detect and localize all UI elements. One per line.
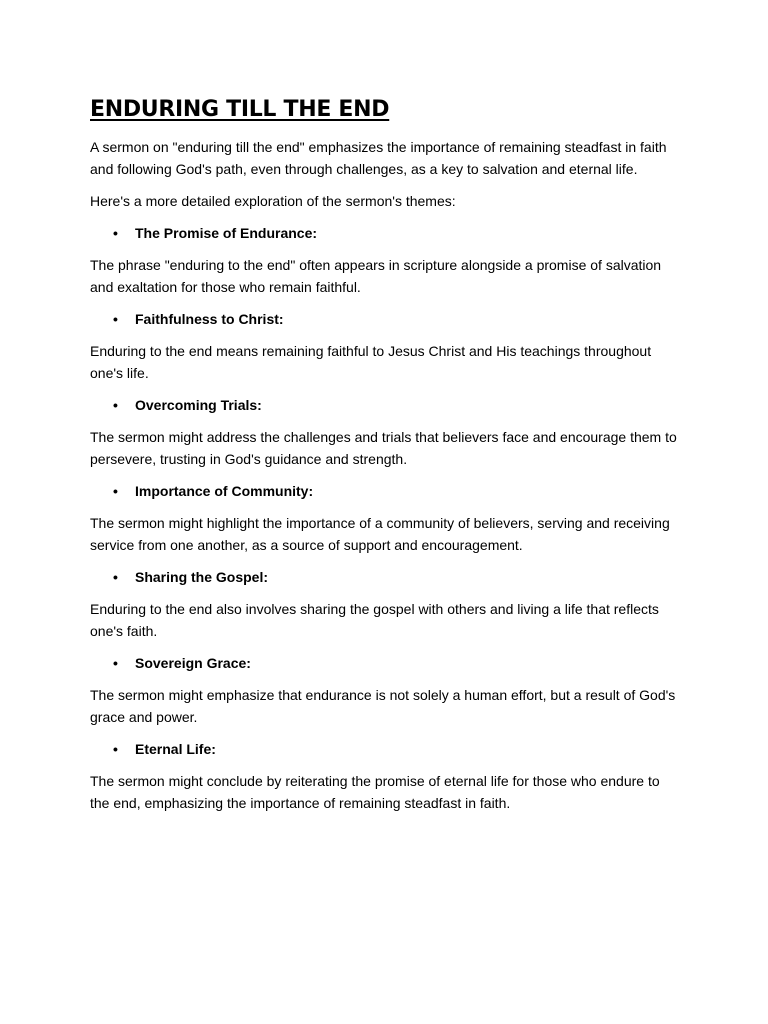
- section-heading: [90, 566, 680, 588]
- section-heading-label: Overcoming Trials:: [135, 397, 262, 413]
- section-body: Enduring to the end means remaining faithful to Jesus Christ and His teachings throughout one's life.: [90, 343, 652, 381]
- section-body: The sermon might address the challenges and trials that believers face and encourage them to persevere, trusting in God's guidance and strength.: [90, 429, 677, 467]
- section-heading-label: Sharing the Gospel:: [135, 569, 269, 585]
- section-heading-label: The Promise of Endurance:: [135, 225, 318, 241]
- lead-paragraph: Here's a more detailed exploration of the sermon's themes:: [90, 193, 456, 209]
- section-body: Enduring to the end also involves sharing the gospel with others and living a life that reflects one's faith.: [90, 601, 659, 639]
- intro-paragraph: A sermon on "enduring till the end" emphasizes the importance of remaining steadfast in faith and following God's path, even through challenges, as a key to salvation and eternal life.: [90, 139, 667, 177]
- bullet-icon: •: [113, 655, 118, 671]
- section-heading: [90, 394, 680, 416]
- section-body: The sermon might conclude by reiterating the promise of eternal life for those who endure to the end, emphasizing the importance of remaining steadfast in faith.: [90, 773, 660, 811]
- bullet-icon: •: [113, 225, 118, 241]
- section-heading: [90, 308, 680, 330]
- section-heading: [90, 652, 680, 674]
- section-heading: [90, 222, 680, 244]
- section-body: The phrase "enduring to the end" often appears in scripture alongside a promise of salvation and exaltation for those who remain faithful.: [90, 257, 662, 295]
- bullet-icon: •: [113, 311, 118, 327]
- bullet-icon: •: [113, 397, 118, 413]
- section-body: The sermon might emphasize that endurance is not solely a human effort, but a result of God's grace and power.: [90, 687, 676, 725]
- section-body: The sermon might highlight the importance of a community of believers, serving and receiving service from one another, as a source of support and encouragement.: [90, 515, 670, 553]
- section-heading-label: Faithfulness to Christ:: [135, 311, 284, 327]
- document-title: ENDURING TILL THE END: [90, 97, 390, 122]
- section-heading-label: Importance of Community:: [135, 483, 314, 499]
- section-heading: [90, 738, 680, 760]
- document-page: [90, 96, 680, 814]
- bullet-icon: •: [113, 569, 118, 585]
- bullet-icon: •: [113, 741, 118, 757]
- bullet-icon: •: [113, 483, 118, 499]
- section-heading: [90, 480, 680, 502]
- section-heading-label: Sovereign Grace:: [135, 655, 251, 671]
- section-heading-label: Eternal Life:: [135, 741, 216, 757]
